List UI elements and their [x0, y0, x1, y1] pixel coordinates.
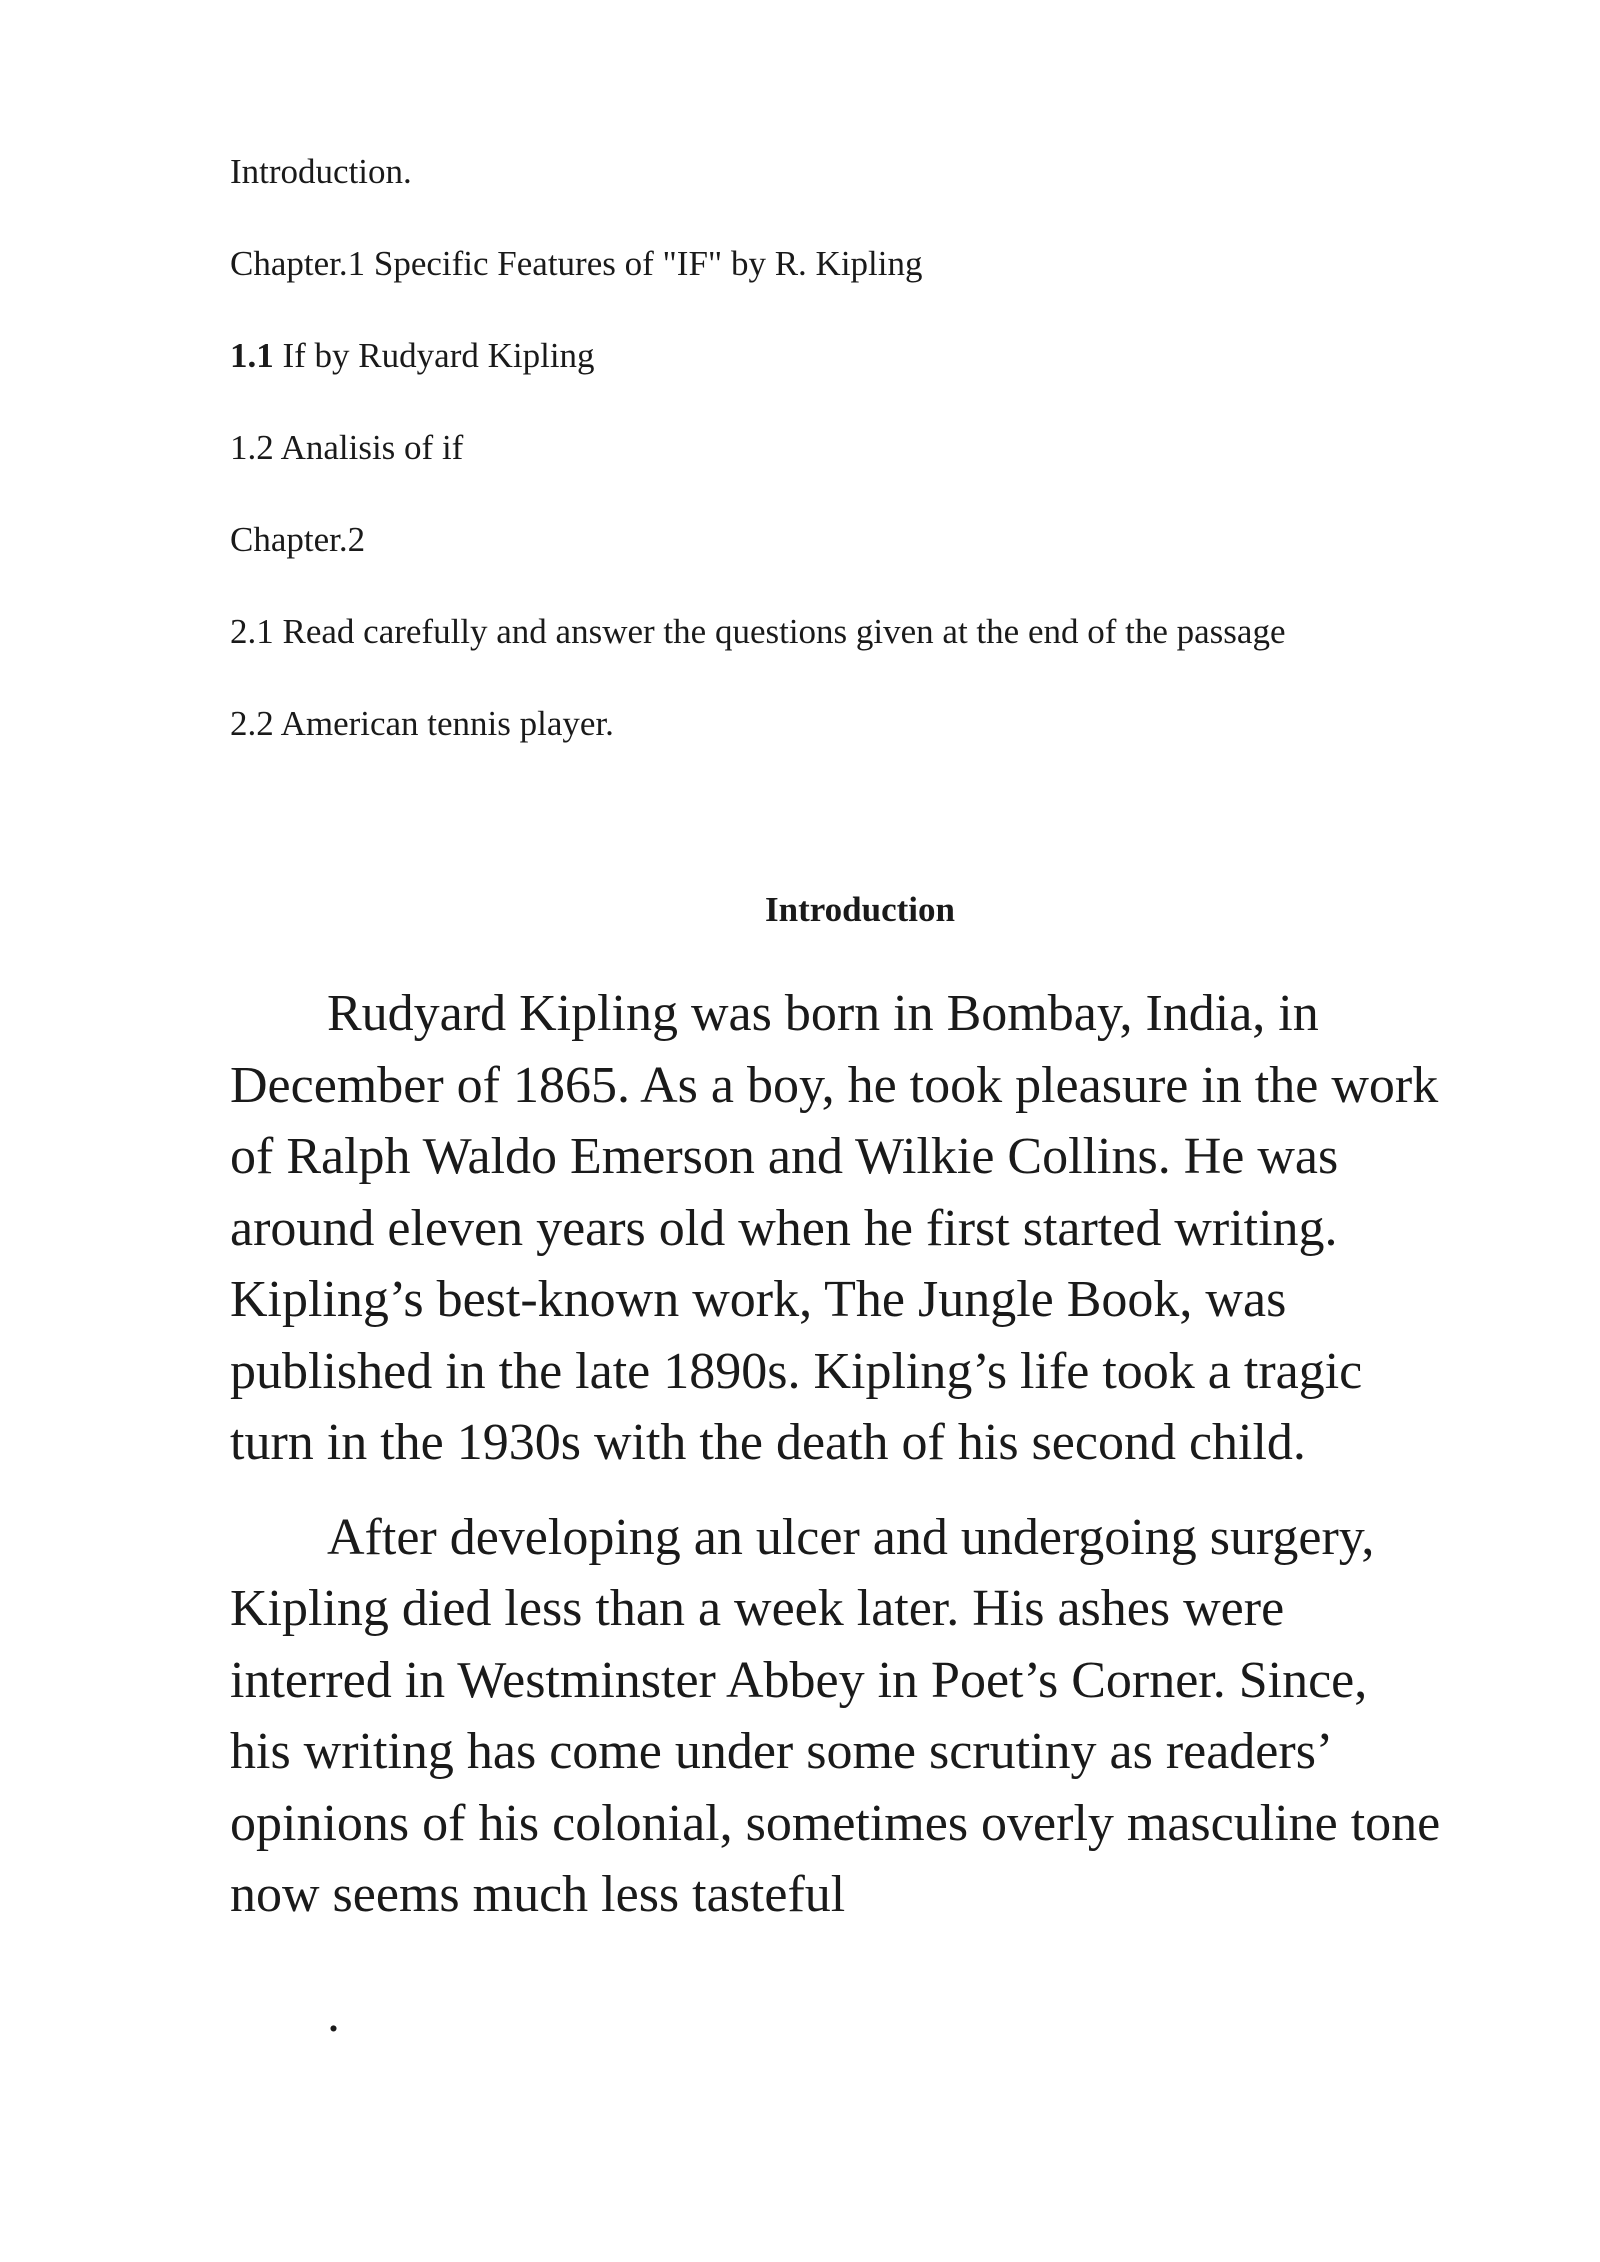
paragraph-1-line: published in the late 1890s. Kipling’s life took a tragic [230, 1342, 1363, 1400]
toc-section-1-1-title: If by Rudyard Kipling [273, 336, 595, 375]
toc-section-2-2: 2.2 American tennis player. [230, 704, 614, 743]
paragraph-2-line: opinions of his colonial, sometimes overly masculine tone [230, 1794, 1441, 1852]
toc-section-1-1 [230, 334, 1480, 378]
paragraph-1-line: Rudyard Kipling was born in Bombay, India, in [327, 985, 1319, 1042]
paragraph-2-line: interred in Westminster Abbey in Poet’s Corner. Since, [230, 1651, 1368, 1709]
paragraph-1-line: of Ralph Waldo Emerson and Wilkie Collins. He was [230, 1128, 1339, 1185]
toc-section-1-2: 1.2 Analisis of if [230, 428, 464, 467]
table-of-contents [230, 150, 1480, 794]
toc-chapter-1: Chapter.1 Specific Features of "IF" by R. Kipling [230, 244, 923, 283]
toc-introduction: Introduction. [230, 152, 412, 191]
paragraph-2-line: After developing an ulcer and undergoing surgery, [327, 1508, 1375, 1566]
paragraph-1-line: turn in the 1930s with the death of his second child. [230, 1414, 1306, 1471]
paragraph-2-line: now seems much less tasteful [230, 1866, 846, 1923]
paragraph-2 [230, 1502, 1530, 1931]
toc-chapter-2: Chapter.2 [230, 520, 366, 559]
toc-section-2-1: 2.1 Read carefully and answer the questions given at the end of the passage [230, 612, 1286, 651]
paragraph-1 [230, 978, 1530, 1479]
toc-section-1-1-number: 1.1 [230, 336, 274, 375]
introduction-body [230, 978, 1530, 1931]
paragraph-1-line: around eleven years old when he first started writing. [230, 1199, 1338, 1257]
paragraph-2-line: Kipling died less than a week later. His ashes were [230, 1580, 1285, 1637]
trailing-period: . [327, 1986, 340, 2043]
introduction-heading: Introduction [765, 890, 955, 929]
paragraph-2-line: his writing has come under some scrutiny as readers’ [230, 1723, 1334, 1780]
paragraph-1-line: Kipling’s best-known work, The Jungle Book, was [230, 1271, 1287, 1328]
paragraph-1-line: December of 1865. As a boy, he took pleasure in the work [230, 1056, 1439, 1114]
